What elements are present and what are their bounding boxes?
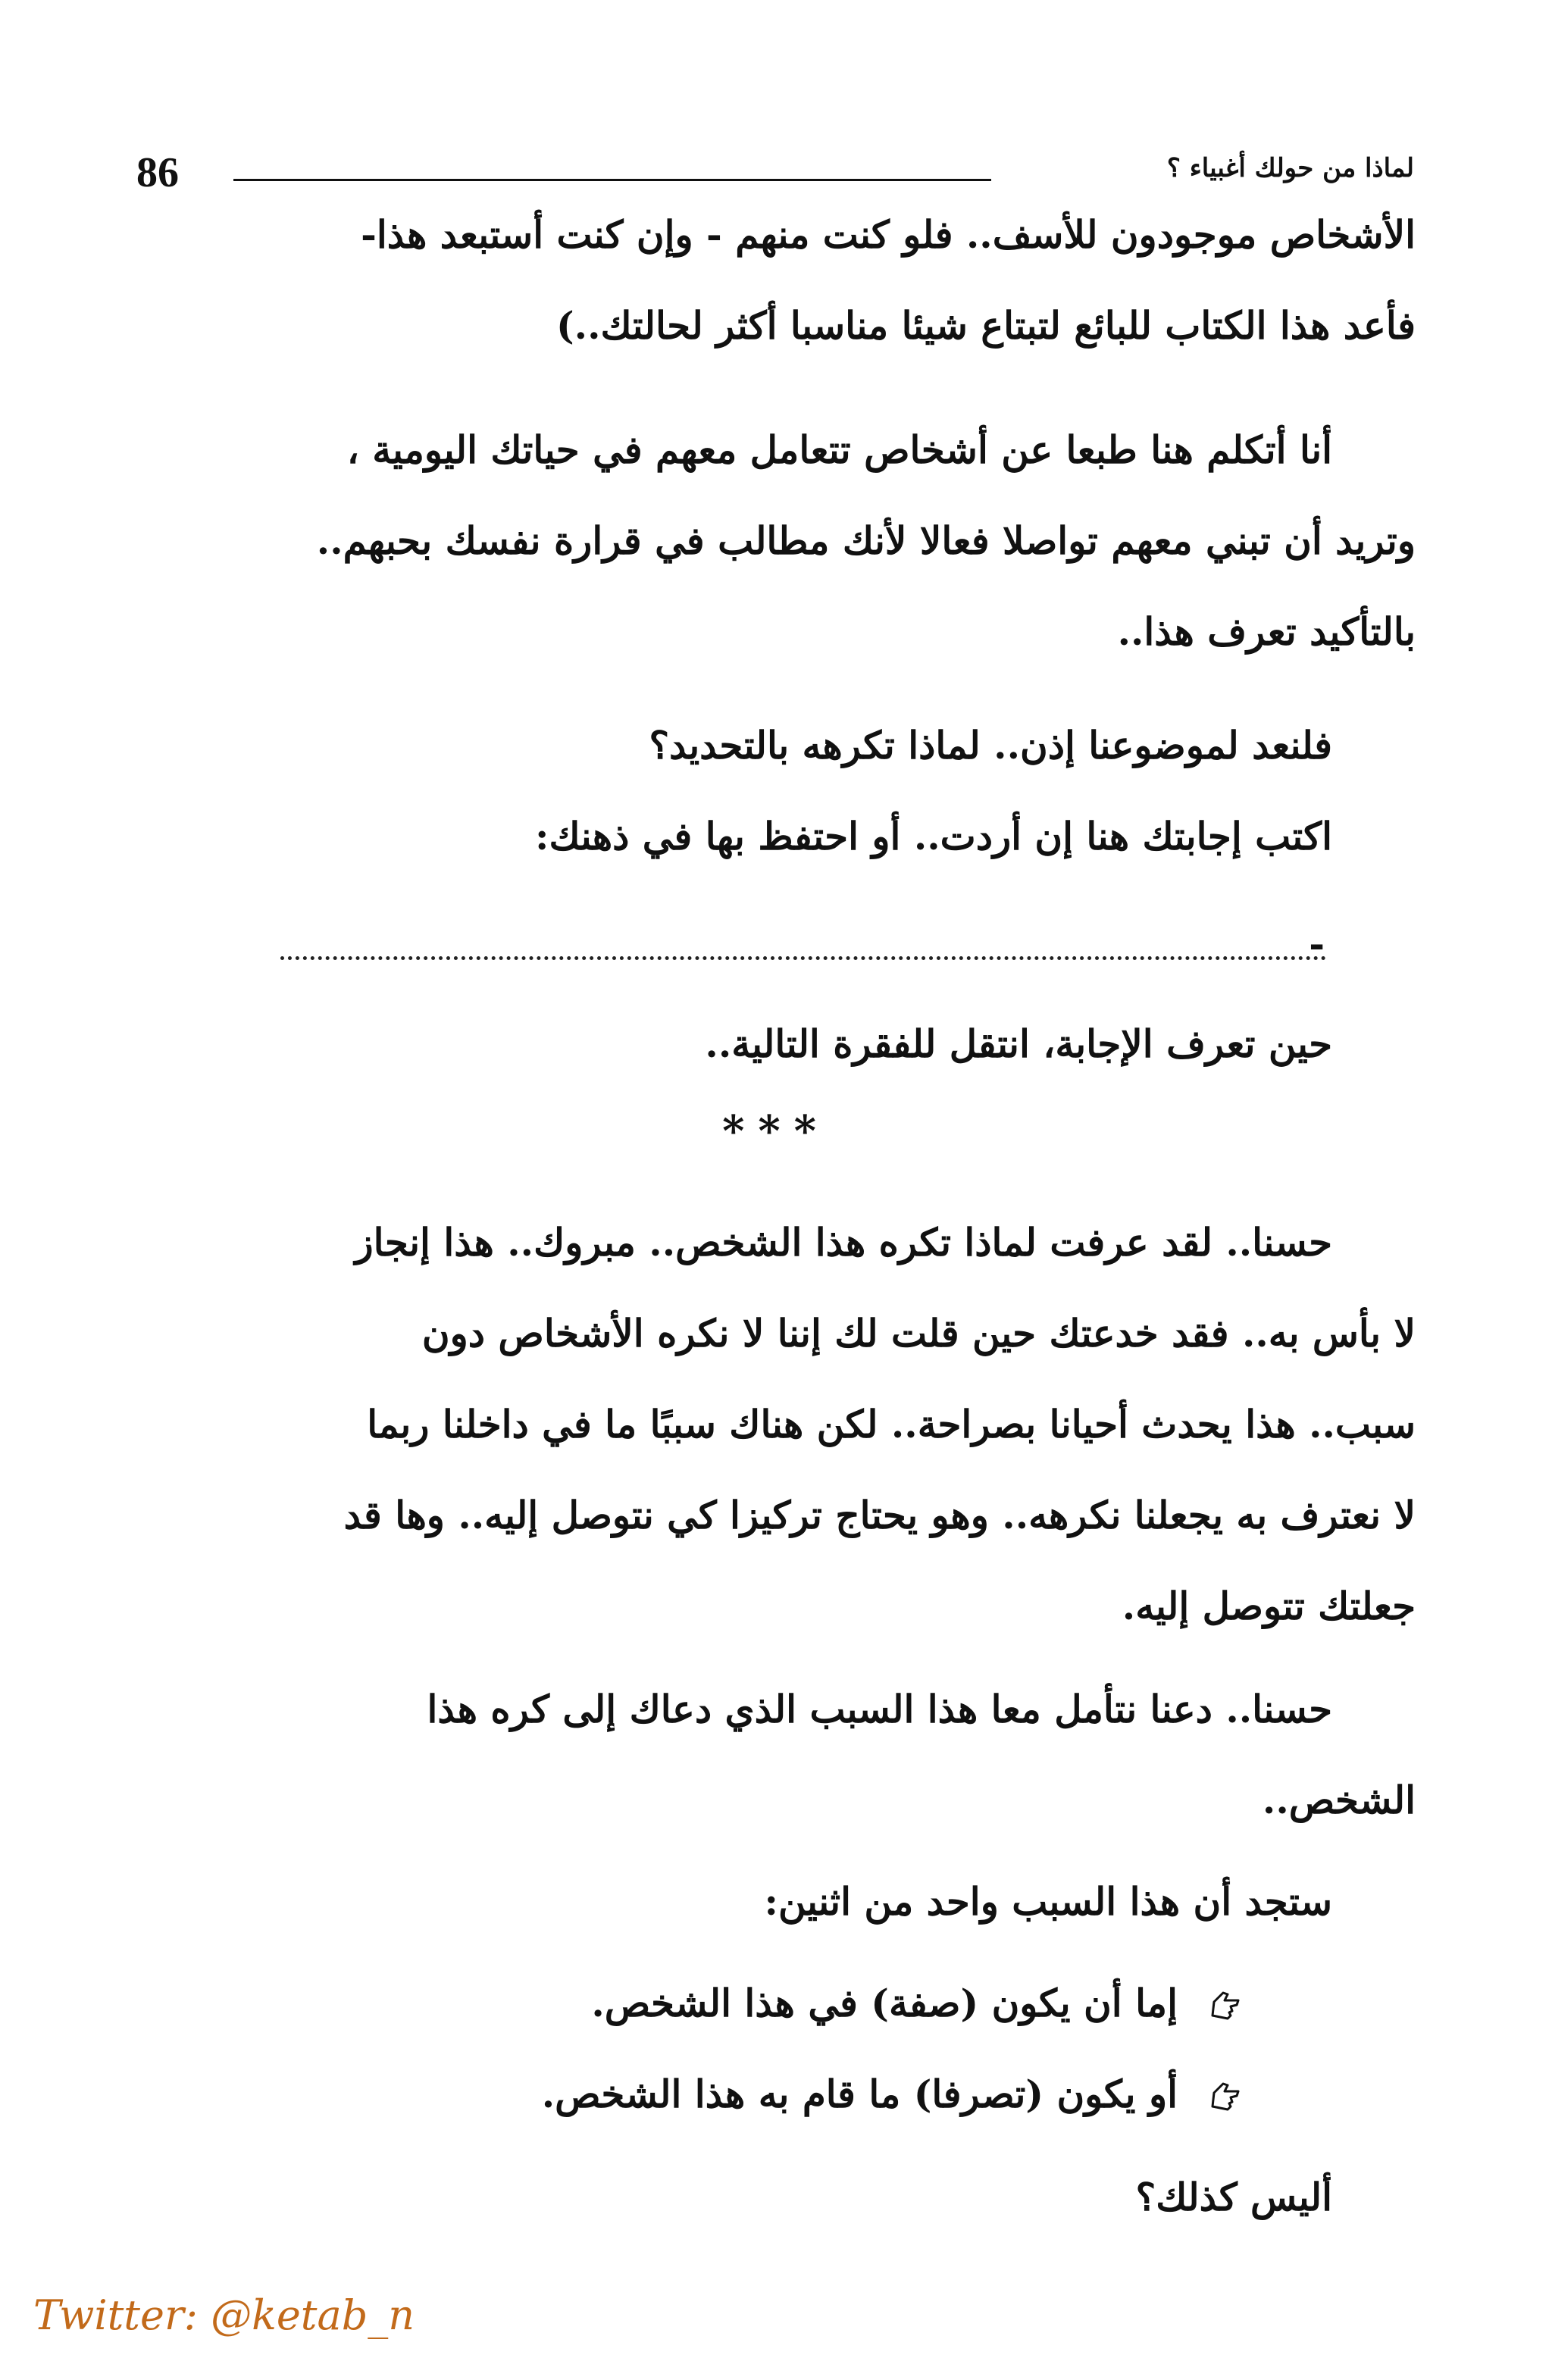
paragraph-line: الأشخاص موجودون للأسف.. فلو كنت منهم - وإن كنت أستبعد هذا- [361,212,1416,257]
paragraph-line: فأعد هذا الكتاب للبائع لتبتاع شيئا مناسبا أكثر لحالتك..) [556,303,1416,348]
watermark: Twitter: @ketab_n [33,2291,415,2339]
answer-dotted-line [280,926,1326,960]
paragraph-3 [138,700,1416,791]
paragraph-line: أنا أتكلم هنا طبعا عن أشخاص تتعامل معهم في حياتك اليومية ، [346,427,1332,472]
pointing-hand-icon [1208,1990,1241,2023]
paragraph-2 [138,405,1416,677]
paragraph-line: اكتب إجابتك هنا إن أردت.. أو احتفظ بها في ذهنك: [535,814,1332,858]
paragraph-line: حسنا.. دعنا نتأمل معا هذا السبب الذي دعاك إلى كره هذا [427,1687,1332,1731]
paragraph-6 [138,1197,1416,1652]
bullet-item [138,2049,1416,2140]
paragraph-8 [138,1856,1416,1947]
paragraph-line: فلنعد لموضوعنا إذن.. لماذا تكرهه بالتحديد؟ [649,723,1332,768]
bullet-text: أو يكون (تصرفا) ما قام به هذا الشخص. [541,2072,1178,2116]
bullet-text: إما أن يكون (صفة) في هذا الشخص. [591,1981,1178,2025]
paragraph-line: بالتأكيد تعرف هذا.. [1117,609,1416,654]
paragraph-line: ستجد أن هذا السبب واحد من اثنين: [764,1879,1332,1924]
paragraph-line: سبب.. هذا يحدث أحيانا بصراحة.. لكن هناك سببًا ما في داخلنا ربما [367,1402,1416,1446]
answer-dash: - [1309,921,1325,966]
header-rule [233,179,991,181]
section-separator: *** [722,1106,830,1156]
paragraph-line: حسنا.. لقد عرفت لماذا تكره هذا الشخص.. مبروك.. هذا إنجاز [355,1220,1332,1265]
paragraph-line: لا بأس به.. فقد خدعتك حين قلت لك إننا لا نكره الأشخاص دون [421,1311,1416,1356]
paragraph-line: جعلتك تتوصل إليه. [1122,1584,1416,1628]
bullet-item [138,1958,1416,2049]
paragraph-5 [138,999,1416,1090]
pointing-hand-icon [1208,2081,1241,2114]
paragraph-line: أليس كذلك؟ [1135,2175,1332,2219]
bullet-list [138,1958,1416,2140]
paragraph-line: الشخص.. [1262,1778,1416,1822]
running-title: لماذا من حولك أغبياء ؟ [1166,153,1414,183]
page-number: 86 [136,149,179,196]
paragraph-4 [138,791,1416,882]
paragraph-line: لا نعترف به يجعلنا نكرهه.. وهو يحتاج تركيزا كي نتوصل إليه.. وها قد [343,1493,1416,1537]
paragraph-9 [138,2152,1416,2243]
paragraph-line: حين تعرف الإجابة، انتقل للفقرة التالية.. [705,1021,1332,1066]
paragraph-7 [138,1664,1416,1846]
paragraph-line: وتريد أن تبني معهم تواصلا فعالا لأنك مطالب في قرارة نفسك بحبهم.. [316,518,1416,563]
paragraph-1 [138,189,1416,371]
